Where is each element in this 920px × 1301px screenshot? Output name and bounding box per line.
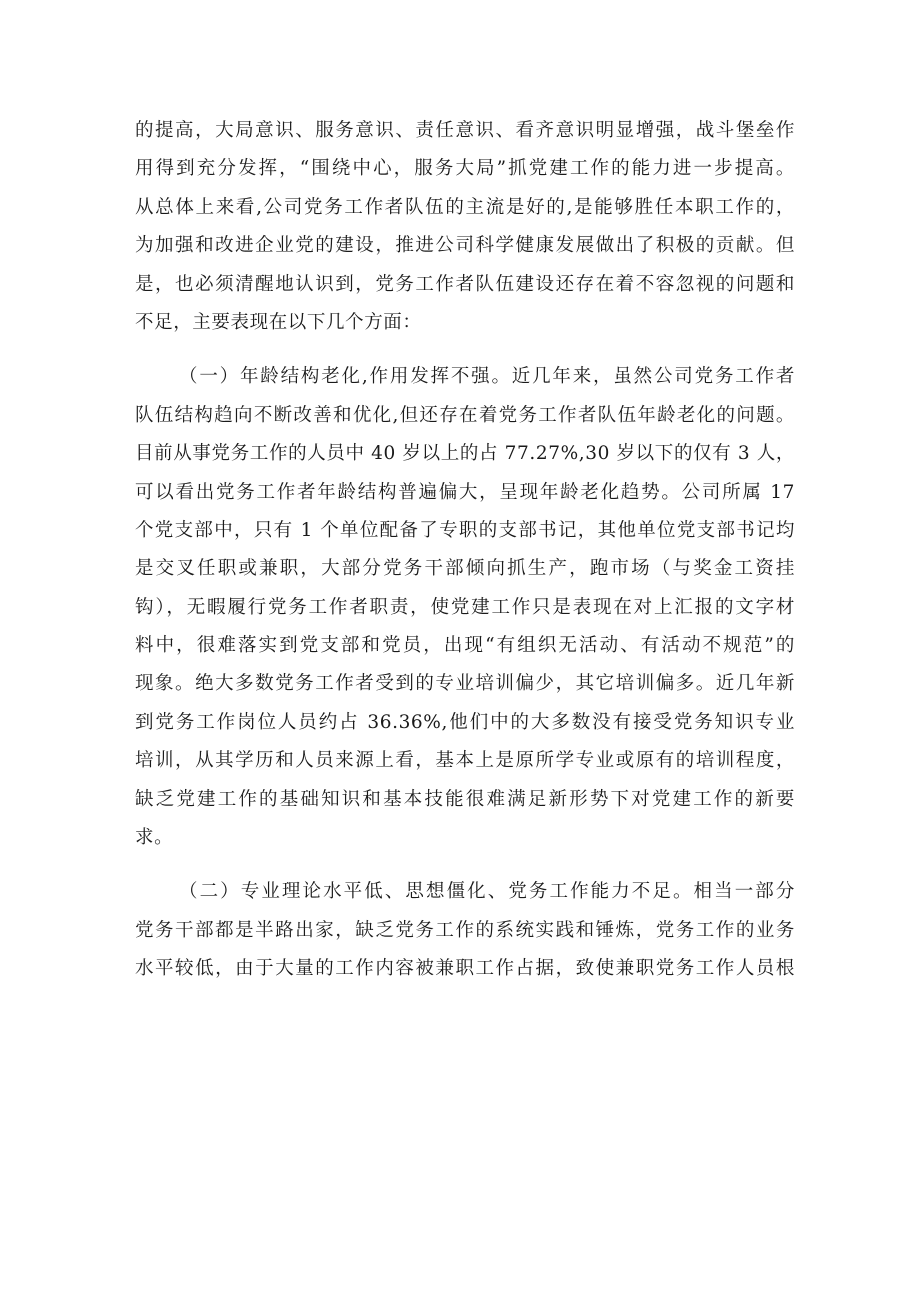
text-line: 料中，很难落实到党支部和党员，出现“有组织无活动、有活动不规范”的 <box>135 635 795 657</box>
text-line: 是，也必须清醒地认识到，党务工作者队伍建设还存在着不容忽视的问题和 <box>135 273 795 295</box>
paragraph-spacing <box>135 342 795 358</box>
text-line: 缺乏党建工作的基础知识和基本技能很难满足新形势下对党建工作的新要 <box>135 788 795 810</box>
text-line: 可以看出党务工作者年龄结构普遍偏大，呈现年龄老化趋势。公司所属 17 <box>135 481 795 503</box>
text-line: 从总体上来看,公司党务工作者队伍的主流是好的,是能够胜任本职工作的， <box>135 196 795 218</box>
document-body <box>135 112 795 989</box>
section-heading-line: （一）年龄结构老化,作用发挥不强。近几年来，虽然公司党务工作者 <box>179 366 795 388</box>
text-line: 水平较低，由于大量的工作内容被兼职工作占据，致使兼职党务工作人员根 <box>135 958 795 980</box>
text-line: 是交叉任职或兼职，大部分党务干部倾向抓生产，跑市场（与奖金工资挂 <box>135 558 795 580</box>
text-line: 个党支部中，只有 1 个单位配备了专职的支部书记，其他单位党支部书记均 <box>135 519 795 541</box>
text-line: 党务干部都是半路出家，缺乏党务工作的系统实践和锤炼，党务工作的业务 <box>135 919 795 941</box>
text-line: 培训，从其学历和人员来源上看，基本上是原所学专业或原有的培训程度， <box>135 750 795 772</box>
text-line: 目前从事党务工作的人员中 40 岁以上的占 77.27%,30 岁以下的仅有 3 人， <box>135 443 795 465</box>
text-line: 用得到充分发挥，“围绕中心，服务大局”抓党建工作的能力进一步提高。 <box>135 158 795 180</box>
text-line: 为加强和改进企业党的建设，推进公司科学健康发展做出了积极的贡献。但 <box>135 235 795 257</box>
paragraph-intro <box>135 112 795 342</box>
paragraph-spacing <box>135 857 795 873</box>
text-line: 队伍结构趋向不断改善和优化,但还存在着党务工作者队伍年龄老化的问题。 <box>135 404 795 426</box>
text-line: 到党务工作岗位人员约占 36.36%,他们中的大多数没有接受党务知识专业 <box>135 711 795 733</box>
text-line: 的提高，大局意识、服务意识、责任意识、看齐意识明显增强，战斗堡垒作 <box>135 120 795 141</box>
section-heading-line: （二）专业理论水平低、思想僵化、党务工作能力不足。相当一部分 <box>179 881 795 903</box>
text-line: 不足，主要表现在以下几个方面： <box>135 311 422 333</box>
text-line: 求。 <box>135 827 174 849</box>
text-line: 现象。绝大多数党务工作者受到的专业培训偏少，其它培训偏多。近几年新 <box>135 673 795 695</box>
text-line: 钩），无暇履行党务工作者职责，使党建工作只是表现在对上汇报的文字材 <box>135 596 795 618</box>
paragraph-section-2 <box>135 873 795 988</box>
paragraph-section-1 <box>135 358 795 857</box>
